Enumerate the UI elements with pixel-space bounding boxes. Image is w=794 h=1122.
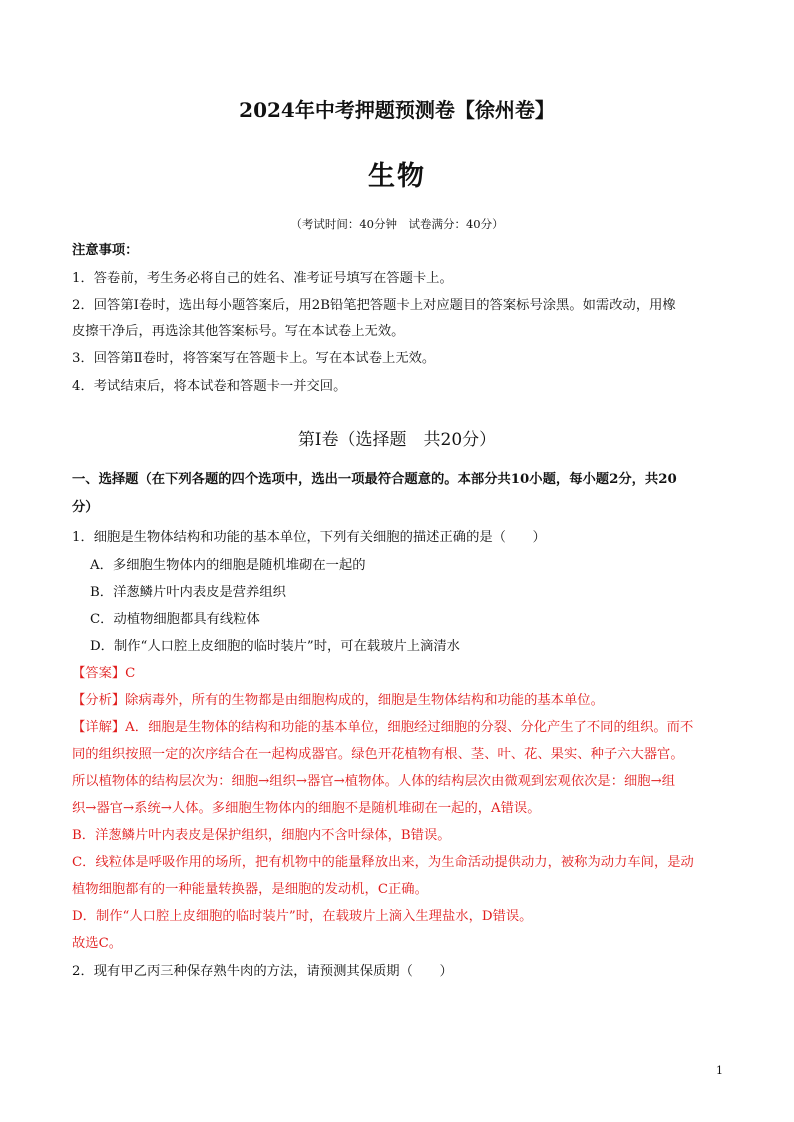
detail-line: B．洋葱鳞片叶内表皮是保护组织，细胞内不含叶绿体，B错误。 (72, 828, 451, 843)
detail-line: 同的组织按照一定的次序结合在一起构成器官。绿色开花植物有根、茎、叶、花、果实、种子六大器官。 (72, 747, 684, 762)
detail-line: C．线粒体是呼吸作用的场所，把有机物中的能量释放出来，为生命活动提供动力，被称为动力车间，是动 (72, 855, 694, 870)
section-title: 第Ⅰ卷（选择题 共20分） (297, 430, 497, 450)
answer-line: 【答案】C (72, 666, 136, 681)
section-instruction-cont: 分） (72, 500, 99, 515)
subject-title: 生物 (368, 161, 426, 192)
note-item: 皮擦干净后，再选涂其他答案标号。写在本试卷上无效。 (72, 324, 405, 339)
analysis-line: 【分析】除病毒外，所有的生物都是由细胞构成的，细胞是生物体结构和功能的基本单位。 (72, 693, 604, 708)
detail-line: 所以植物体的结构层次为：细胞→组织→器官→植物体。人体的结构层次由微观到宏观依次是：细胞→组 (72, 774, 676, 789)
question-1-option-a: A．多细胞生物体内的细胞是随机堆砌在一起的 (90, 558, 366, 573)
note-item: 1．答卷前，考生务必将自己的姓名、准考证号填写在答题卡上。 (72, 271, 453, 286)
conclusion-line: 故选C。 (72, 936, 123, 951)
page-number: 1 (716, 1064, 723, 1077)
question-1-stem: 1．细胞是生物体结构和功能的基本单位，下列有关细胞的描述正确的是（ ） (72, 530, 546, 545)
exam-info: （考试时间：40分钟 试卷满分：40分） (290, 217, 504, 231)
notes-heading: 注意事项： (72, 243, 139, 258)
question-1-option-b: B．洋葱鳞片叶内表皮是营养组织 (90, 585, 286, 600)
note-item: 2．回答第Ⅰ卷时，选出每小题答案后，用2B铅笔把答题卡上对应题目的答案标号涂黑。如需改动，用橡 (72, 298, 676, 313)
detail-line: 【详解】A．细胞是生物体的结构和功能的基本单位，细胞经过细胞的分裂、分化产生了不同的组织。而不 (72, 720, 694, 735)
note-item: 3．回答第Ⅱ卷时，将答案写在答题卡上。写在本试卷上无效。 (72, 351, 436, 366)
section-instruction: 一、选择题（在下列各题的四个选项中，选出一项最符合题意的。本部分共10小题，每小题2分，共20 (72, 472, 677, 487)
detail-line: D．制作“人口腔上皮细胞的临时装片”时，在载玻片上滴入生理盐水，D错误。 (72, 909, 533, 924)
detail-line: 植物细胞都有的一种能量转换器，是细胞的发动机，C正确。 (72, 882, 428, 897)
question-1-option-d: D．制作“人口腔上皮细胞的临时装片”时，可在载玻片上滴清水 (90, 639, 460, 654)
note-item: 4．考试结束后，将本试卷和答题卡一并交回。 (72, 379, 347, 394)
question-1-option-c: C．动植物细胞都具有线粒体 (90, 612, 260, 627)
question-2-stem: 2．现有甲乙丙三种保存熟牛肉的方法，请预测其保质期（ ） (72, 964, 453, 979)
exam-title: 2024年中考押题预测卷【徐州卷】 (239, 98, 555, 122)
detail-line: 织→器官→系统→人体。多细胞生物体内的细胞不是随机堆砌在一起的，A错误。 (72, 801, 541, 816)
